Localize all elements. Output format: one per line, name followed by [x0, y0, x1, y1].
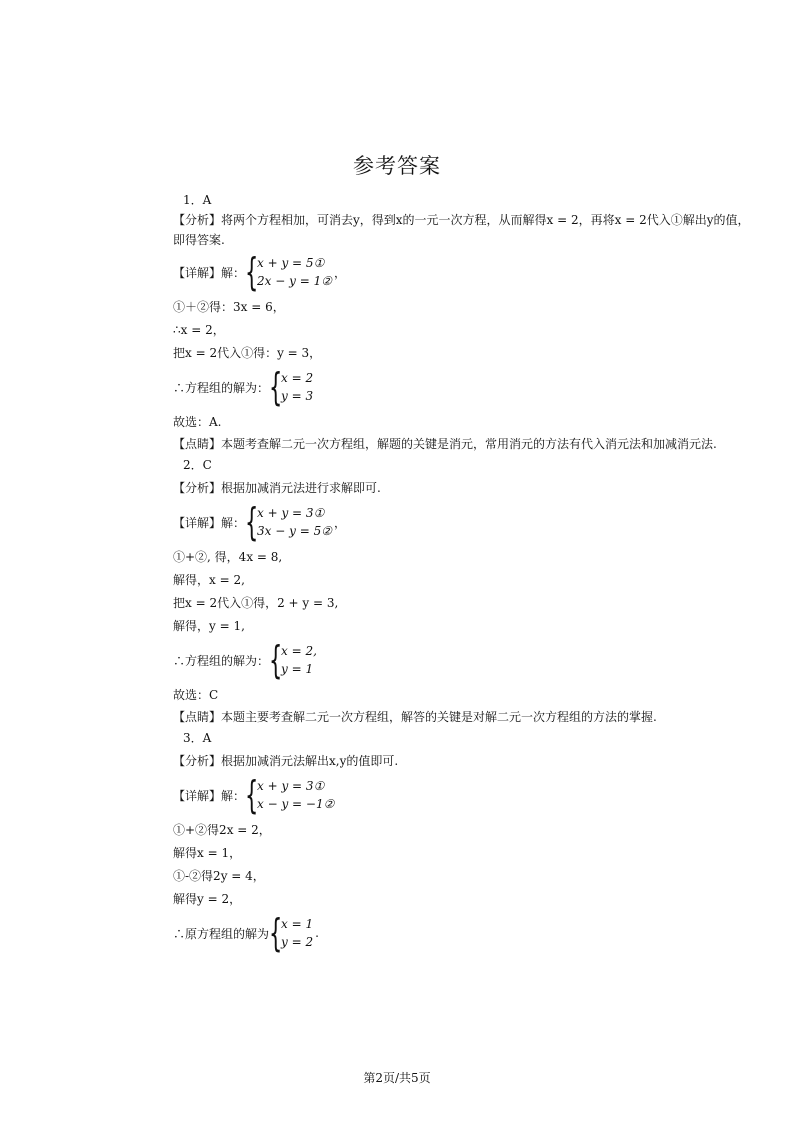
q2-solution-y: y = 1 — [281, 662, 314, 676]
q1-detail-label: 【详解】解： — [173, 265, 246, 280]
page-footer: 第2页/共5页 — [363, 1071, 431, 1085]
q3-analysis: 【分析】根据加减消元法解出x,y的值即可. — [173, 754, 399, 768]
q2-equation-1: x + y = 3① — [257, 506, 325, 520]
left-brace: { — [245, 773, 259, 817]
q2-solution-label: ∴方程组的解为： — [173, 653, 270, 668]
q1-step-2: ∴x = 2， — [173, 323, 225, 337]
q1-equation-2: 2x − y = 1② — [257, 274, 332, 288]
q2-comment: 【点睛】本题主要考查解二元一次方程组，解答的关键是对解二元一次方程组的方法的掌握. — [173, 710, 657, 724]
left-brace: { — [269, 365, 283, 409]
left-brace: { — [269, 638, 283, 682]
q1-step-1: ①＋②得：3x = 6， — [173, 300, 285, 314]
q3-equation-2: x − y = −1② — [257, 797, 335, 811]
q3-solution — [173, 911, 773, 955]
q2-system — [173, 500, 773, 544]
q1-solution-label: ∴方程组的解为： — [173, 380, 270, 395]
q1-solution-y: y = 3 — [281, 389, 314, 403]
q2-sys-punct: ， — [333, 515, 346, 530]
q1-comment: 【点睛】本题考查解二元一次方程组，解题的关键是消元，常用消元的方法有代入消元法和加减消元法. — [173, 437, 717, 451]
q2-step-1: ①+②, 得，4x = 8, — [173, 550, 283, 564]
q2-solution-x: x = 2, — [281, 644, 317, 658]
q1-solution-x: x = 2 — [281, 371, 314, 385]
q1-analysis-cont: 即得答案. — [173, 233, 225, 247]
q1-sys-punct: ， — [333, 265, 346, 280]
q2-step-2: 解得，x = 2, — [173, 573, 245, 587]
left-brace: { — [269, 911, 283, 955]
q2-step-3: 把x = 2代入①得，2 + y = 3, — [173, 596, 339, 610]
q3-solution-label: ∴原方程组的解为 — [173, 926, 270, 941]
q3-sol-punct: . — [315, 926, 319, 940]
page-title: 参考答案 — [353, 154, 441, 178]
q3-solution-x: x = 1 — [281, 917, 314, 931]
q3-detail-label: 【详解】解： — [173, 788, 246, 803]
q2-answer: 2．C — [183, 458, 212, 472]
q3-system — [173, 773, 773, 817]
q2-solution — [173, 638, 773, 682]
answer-content — [173, 190, 773, 957]
q2-choice: 故选：C — [173, 688, 219, 702]
q2-step-4: 解得，y = 1, — [173, 619, 245, 633]
q3-answer: 3．A — [183, 731, 212, 745]
q2-equation-2: 3x − y = 5② — [257, 524, 332, 538]
q3-step-3: ①-②得2y = 4， — [173, 869, 265, 883]
q3-equation-1: x + y = 3① — [257, 779, 325, 793]
q1-solution — [173, 365, 773, 409]
q3-solution-y: y = 2 — [281, 935, 314, 949]
left-brace: { — [245, 500, 259, 544]
q1-step-3: 把x = 2代入①得：y = 3， — [173, 346, 322, 360]
left-brace: { — [245, 250, 259, 294]
q3-step-2: 解得x = 1， — [173, 846, 242, 860]
q1-equation-1: x + y = 5① — [257, 256, 325, 270]
q2-analysis: 【分析】根据加减消元法进行求解即可. — [173, 481, 381, 495]
q1-answer: 1．A — [183, 193, 212, 207]
q1-system — [173, 250, 773, 294]
q3-step-4: 解得y = 2， — [173, 892, 242, 906]
q3-step-1: ①+②得2x = 2， — [173, 823, 271, 837]
q2-detail-label: 【详解】解： — [173, 515, 246, 530]
q1-choice: 故选：A. — [173, 415, 222, 429]
q1-analysis: 【分析】将两个方程相加，可消去y，得到x的一元一次方程，从而解得x = 2，再将x = 2代入①解出y的值， — [173, 213, 750, 227]
